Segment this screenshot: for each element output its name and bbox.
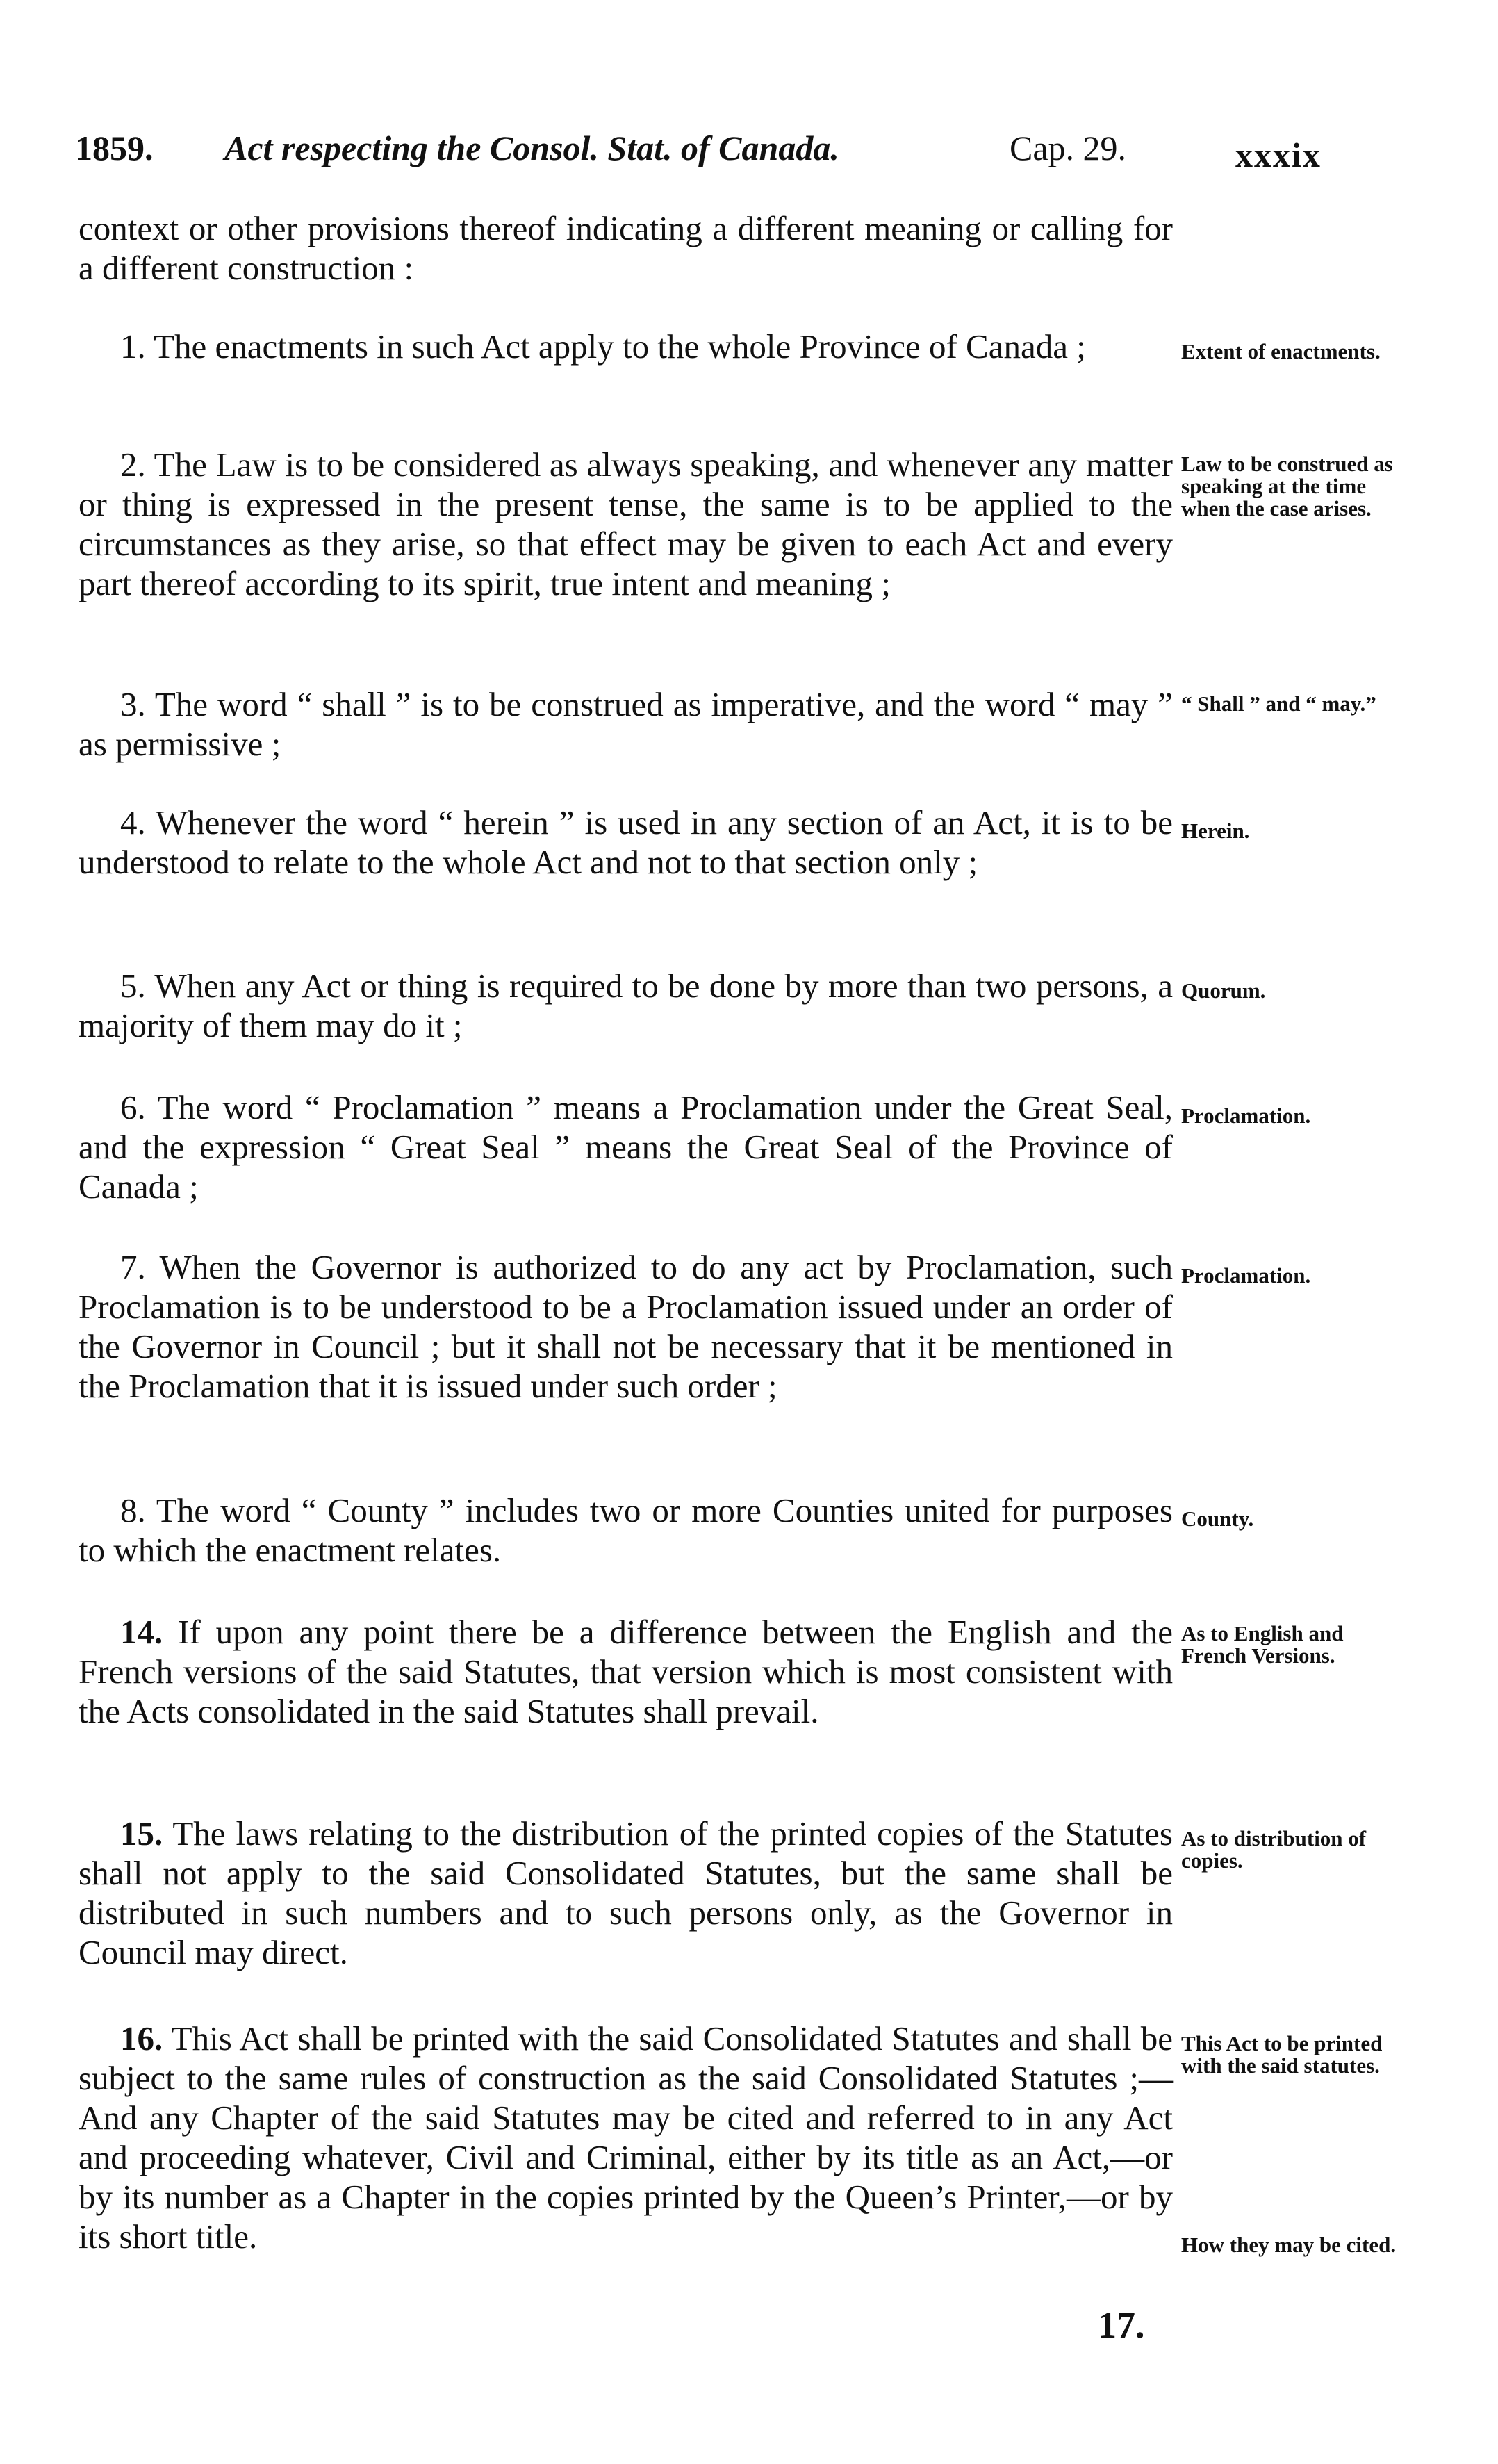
margin-note-4: Herein. [1181, 819, 1250, 843]
paragraph-text: The word “ Proclamation ” means a Proclamation under the Great Seal, and the expression “ Great Seal ” means the Great Seal of the Province of Canada ; [79, 1088, 1174, 1206]
paragraph-number: 7. [120, 1248, 146, 1286]
section-15 [79, 1814, 1173, 1972]
margin-note-3: “ Shall ” and “ may.” [1181, 691, 1376, 716]
margin-note-16-cited: How they may be cited. [1181, 2233, 1397, 2257]
section-16 [79, 2019, 1173, 2256]
paragraph-text: The enactments in such Act apply to the whole Province of Canada ; [154, 327, 1086, 366]
paragraph-number: 4. [120, 803, 146, 841]
paragraph-text: Whenever the word “ herein ” is used in any section of an Act, it is to be understood to relate to the whole Act and not to that section only ; [79, 803, 1173, 881]
section-text: If upon any point there be a difference between the English and the French versions of the said Statutes, that version which is most consistent with the Acts consolidated in the said Statutes shall prevail. [79, 1613, 1173, 1730]
catchword: 17. [1098, 2304, 1145, 2346]
paragraph-number: 3. [120, 685, 146, 723]
running-head [75, 124, 1381, 172]
margin-note-14: As to English and French Versions. [1181, 1621, 1344, 1668]
section-number: 16. [120, 2019, 163, 2058]
header-title: Act respecting the Consol. Stat. of Canada. [224, 129, 839, 167]
paragraph-text: The Law is to be considered as always speaking, and whenever any matter or thing is expressed in the present tense, the same is to be applied to the circumstances as they arise, so that effect may be given to each Act and every part thereof according to its spirit, true intent and meaning ; [79, 445, 1173, 602]
section-number: 14. [120, 1613, 163, 1651]
paragraph-8 [79, 1490, 1173, 1570]
page-number: xxxix [1235, 135, 1322, 174]
margin-note-8: County. [1181, 1506, 1254, 1531]
paragraph-1 [79, 327, 1173, 366]
section-text: The laws relating to the distribution of the printed copies of the Statutes shall not apply to the said Consolidated Statutes, but the same shall be distributed in such numbers and to such persons only, as the Governor in Council may direct. [79, 1814, 1174, 1971]
paragraph-4 [79, 803, 1173, 882]
paragraph-number: 8. [120, 1491, 146, 1529]
intro-text: context or other provisions thereof indicating a different meaning or calling for a different construction : [79, 209, 1173, 287]
margin-note-1: Extent of enactments. [1181, 339, 1381, 363]
section-number: 15. [120, 1814, 163, 1853]
paragraph-text: When the Governor is authorized to do any act by Proclamation, such Proclamation is to be understood to be a Proclamation issued under an order of the Governor in Council ; but it shall not be necessary that it be mentioned in the Proclamation that it is issued under such order ; [79, 1248, 1173, 1405]
paragraph-number: 2. [120, 445, 146, 484]
paragraph-5 [79, 966, 1173, 1045]
margin-note-6: Proclamation. [1181, 1103, 1311, 1128]
margin-note-16: This Act to be printed with the said statutes. [1181, 2031, 1383, 2078]
paragraph-text: The word “ County ” includes two or more Counties united for purposes to which the enactment relates. [79, 1491, 1173, 1569]
paragraph-number: 1. [120, 327, 146, 366]
paragraph-number: 5. [120, 967, 146, 1005]
paragraph-7 [79, 1247, 1173, 1406]
paragraph-number: 6. [120, 1088, 146, 1126]
margin-note-7: Proclamation. [1181, 1263, 1311, 1288]
margin-note-15: As to distribution of copies. [1181, 1826, 1367, 1873]
margin-note-2: Law to be construed as speaking at the time when the case arises. [1181, 452, 1393, 520]
header-year: 1859. [75, 129, 154, 167]
section-text: This Act shall be printed with the said Consolidated Statutes and shall be subject to the same rules of construction as the said Consolidated Statutes ;—And any Chapter of the said Statutes may be cited and referred to in any Act and proceeding whatever, Civil and Criminal, either by its title as an Act,—or by its number as a Chapter in the copies printed by the Queen’s Printer,—or by its short title. [79, 2019, 1173, 2256]
paragraph-text: The word “ shall ” is to be construed as imperative, and the word “ may ” as permissive ; [79, 685, 1173, 763]
paragraph-6 [79, 1087, 1173, 1206]
intro-paragraph [79, 208, 1173, 288]
section-14 [79, 1612, 1173, 1731]
header-chapter: Cap. 29. [1010, 129, 1127, 167]
paragraph-3 [79, 684, 1173, 764]
margin-note-5: Quorum. [1181, 978, 1266, 1003]
paragraph-text: When any Act or thing is required to be done by more than two persons, a majority of them may do it ; [79, 967, 1173, 1044]
paragraph-2 [79, 445, 1173, 603]
